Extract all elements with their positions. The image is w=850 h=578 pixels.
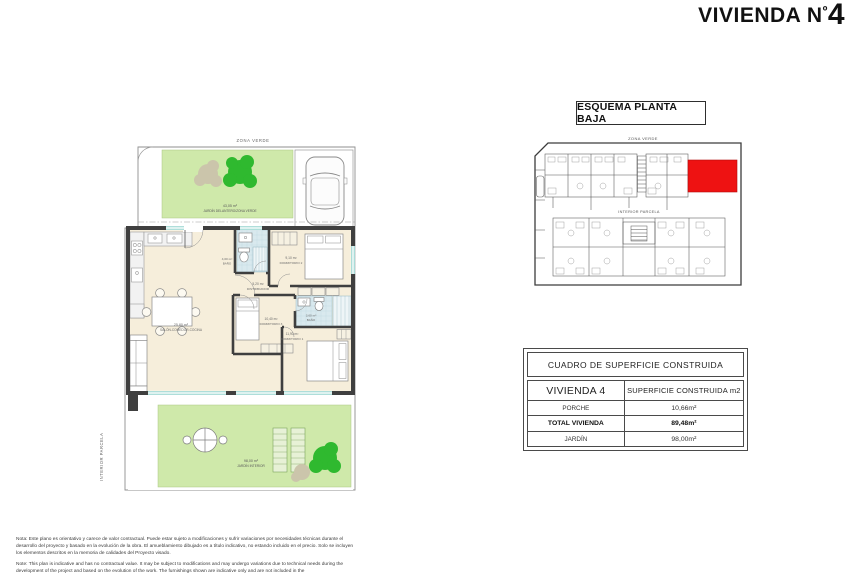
wardrobe-icon bbox=[272, 232, 297, 245]
floor-plan bbox=[80, 128, 372, 512]
distribuidor-area-label: 5,20 m² bbox=[252, 282, 264, 286]
bed-dorm3-icon bbox=[236, 298, 259, 340]
bath-top-area-label: 4,00 m² bbox=[221, 257, 233, 261]
bath-top-name-label: BAÑO bbox=[222, 261, 232, 266]
dorm3-name-label: DORMITORIO 3 bbox=[259, 322, 283, 326]
front-garden-name-label: JARDÍN DELANTERO/ZONA VERDE bbox=[203, 209, 257, 213]
row-value: 98,00m² bbox=[671, 435, 697, 443]
esquema-title: ESQUEMA PLANTA BAJA bbox=[577, 101, 677, 125]
surface-table-header-row bbox=[528, 381, 743, 400]
bed-dorm2-icon bbox=[305, 234, 343, 279]
bath-mid-area-label: 3,60 m² bbox=[305, 313, 317, 318]
surface-table-title: CUADRO DE SUPERFICIE CONSTRUIDA bbox=[527, 352, 744, 377]
dorm1-area-label: 11,90 m² bbox=[285, 332, 299, 336]
garden-area-label: 98,00 m² bbox=[243, 459, 259, 463]
porch-pillar bbox=[128, 393, 138, 411]
esquema-zona-verde-label: ZONA VERDE bbox=[628, 136, 658, 141]
dorm1-name-label: DORMITORIO 1 bbox=[280, 337, 304, 341]
sofa-icon bbox=[130, 335, 147, 392]
car-icon bbox=[537, 176, 545, 197]
page-title bbox=[500, 0, 845, 31]
row-value: 10,66m² bbox=[671, 404, 697, 412]
surface-table-header-right: SUPERFICIE CONSTRUIDA m2 bbox=[627, 386, 741, 395]
car-icon bbox=[303, 157, 347, 225]
esquema-interior-parcela-label: INTERIOR PARCELA bbox=[618, 210, 660, 214]
surface-table bbox=[523, 348, 748, 451]
back-garden-lawn bbox=[158, 405, 351, 487]
zona-verde-label: ZONA VERDE bbox=[236, 138, 270, 143]
row-label: PORCHE bbox=[528, 401, 625, 415]
row-value: 89,48m² bbox=[671, 420, 697, 427]
table-row bbox=[528, 431, 743, 446]
esquema-title-box bbox=[576, 101, 706, 125]
dorm3-area-label: 10,40 m² bbox=[264, 317, 278, 321]
sun-lounger-icon bbox=[273, 428, 287, 472]
bed-dorm1-icon bbox=[307, 341, 348, 381]
title-number: 4 bbox=[827, 0, 845, 31]
highlighted-unit-4 bbox=[688, 160, 737, 192]
bath-mid-name-label: BAÑO bbox=[306, 318, 316, 322]
salon-name-label: SALÓN-COMEDOR-COCINA bbox=[160, 328, 202, 332]
title-ordinal: º bbox=[822, 3, 828, 18]
garden-name-label: JARDÍN INTERIOR bbox=[237, 464, 265, 468]
title-prefix: VIVIENDA N bbox=[698, 4, 823, 27]
salon-area-label: 25,80 m² bbox=[173, 323, 189, 327]
row-label: JARDÍN bbox=[528, 432, 625, 446]
surface-table-header-left: VIVIENDA 4 bbox=[528, 381, 625, 400]
dorm2-area-label: 9,10 m² bbox=[285, 256, 297, 260]
dorm2-name-label: DORMITORIO 2 bbox=[279, 261, 303, 265]
table-row bbox=[528, 400, 743, 415]
wardrobe-icon bbox=[261, 344, 293, 353]
distribuidor-name-label: DISTRIBUIDOR bbox=[246, 287, 270, 291]
wardrobe-icon bbox=[337, 330, 351, 340]
stove-icon bbox=[132, 241, 143, 255]
interior-parcela-label: INTERIOR PARCELA bbox=[99, 432, 104, 481]
bathroom-mid bbox=[296, 296, 351, 326]
gate-door-arc bbox=[138, 147, 153, 162]
site-plan-schematic bbox=[528, 130, 748, 292]
note-en: Note: This plan is indicative and has no contractual value. It may be subject to modifications and may undergo variations due to technical needs during the development of the project and based on the evolution of the work. The furnishings shown are indicative only and are not included in the bbox=[16, 561, 344, 574]
table-row bbox=[528, 415, 743, 431]
wardrobe-icon bbox=[298, 288, 339, 296]
row-label: TOTAL VIVIENDA bbox=[528, 416, 625, 431]
shower-icon bbox=[333, 296, 351, 326]
front-garden-area-label: 43,05 m² bbox=[222, 204, 238, 208]
note-es: Nota: Este plano es orientativo y carece de valor contractual. Puede estar sujeto a modificaciones y sufrir variaciones por necesidades técnicas durante el desarrollo del proyecto y basado en la evolución de la obra. El amueblamiento dibujado es a título indicativo, no estando incluido en el precio. Solo se incluyen los elementos descritos en la memoria de calidades del Proyecto visado. bbox=[16, 537, 354, 557]
